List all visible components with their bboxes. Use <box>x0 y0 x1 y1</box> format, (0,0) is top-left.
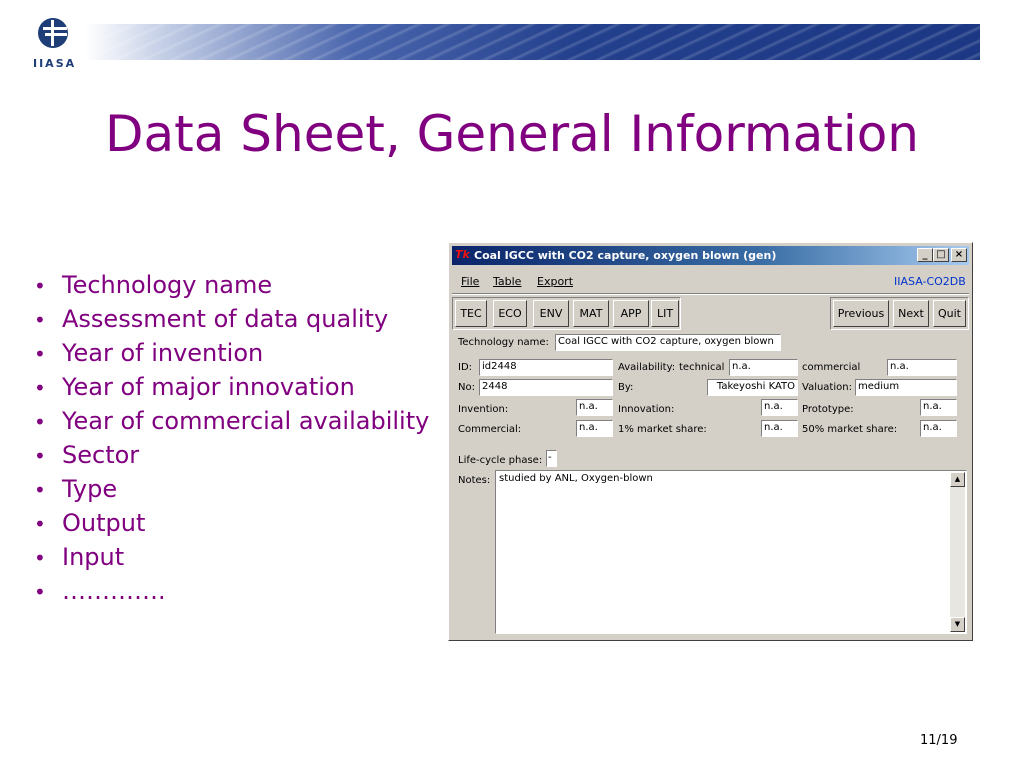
tab-lit[interactable]: LIT <box>651 300 679 327</box>
notes-text: studied by ANL, Oxygen-blown <box>499 473 653 484</box>
bullet-item: • Technology name <box>34 271 273 299</box>
commercial-year-field[interactable]: n.a. <box>576 420 613 437</box>
bullet-item: • Year of major innovation <box>34 373 355 401</box>
by-field[interactable]: Takeyoshi KATO <box>707 379 798 396</box>
bullet-list <box>30 268 429 608</box>
commercial-label: commercial <box>802 362 861 373</box>
scroll-up-icon[interactable]: ▲ <box>950 472 965 487</box>
bullet-item: • Assessment of data quality <box>34 305 389 333</box>
notes-scrollbar[interactable] <box>950 472 965 632</box>
lifecycle-field[interactable]: - <box>546 450 557 467</box>
divider <box>452 293 969 295</box>
next-button[interactable]: Next <box>893 300 929 327</box>
invention-label: Invention: <box>458 404 509 415</box>
tab-app[interactable]: APP <box>613 300 649 327</box>
innovation-label: Innovation: <box>618 404 675 415</box>
window-titlebar[interactable] <box>452 246 969 265</box>
market-share-50-field[interactable]: n.a. <box>920 420 957 437</box>
page-number: 11/19 <box>920 733 958 748</box>
menu-file[interactable]: File <box>461 275 480 288</box>
commercial-year-label: Commercial: <box>458 424 522 435</box>
availability-label: Availability: <box>618 362 676 373</box>
bullet-item: • Year of commercial availability <box>34 407 430 435</box>
tech-name-label: Technology name: <box>458 337 549 348</box>
tk-app-icon: Tk <box>455 248 470 261</box>
close-button[interactable]: × <box>951 248 967 262</box>
bullet-item: • Input <box>34 543 125 571</box>
maximize-button[interactable]: □ <box>933 248 949 262</box>
valuation-label: Valuation: <box>802 382 852 393</box>
tech-name-field[interactable]: Coal IGCC with CO2 capture, oxygen blown <box>555 334 781 351</box>
header-banner <box>85 24 980 60</box>
window-title: Coal IGCC with CO2 capture, oxygen blown (gen) <box>474 249 777 262</box>
invention-field[interactable]: n.a. <box>576 399 613 416</box>
prototype-field[interactable]: n.a. <box>920 399 957 416</box>
menu-table[interactable]: Table <box>493 275 522 288</box>
innovation-field[interactable]: n.a. <box>761 399 798 416</box>
logo-caption: IIASA <box>33 57 77 70</box>
technical-availability-field[interactable]: n.a. <box>729 359 798 376</box>
tab-mat[interactable]: MAT <box>573 300 609 327</box>
market-share-1-label: 1% market share: <box>618 424 707 435</box>
valuation-field[interactable]: medium <box>855 379 957 396</box>
market-share-50-label: 50% market share: <box>802 424 898 435</box>
commercial-availability-field[interactable]: n.a. <box>887 359 957 376</box>
notes-textarea[interactable] <box>495 470 967 634</box>
bullet-item: • Sector <box>34 441 140 469</box>
tab-tec[interactable]: TEC <box>455 300 487 327</box>
quit-button[interactable]: Quit <box>933 300 966 327</box>
id-label: ID: <box>458 362 473 373</box>
bullet-item: • …………. <box>34 577 166 605</box>
slide-title: Data Sheet, General Information <box>105 105 919 163</box>
market-share-1-field[interactable]: n.a. <box>761 420 798 437</box>
database-name: IIASA-CO2DB <box>894 275 966 288</box>
technical-label: technical <box>679 362 725 373</box>
tab-eco[interactable]: ECO <box>493 300 527 327</box>
by-label: By: <box>618 382 634 393</box>
bullet-item: • Year of invention <box>34 339 264 367</box>
id-field[interactable]: id2448 <box>479 359 613 376</box>
no-field[interactable]: 2448 <box>479 379 613 396</box>
bullet-item: • Output <box>34 509 146 537</box>
notes-label: Notes: <box>458 475 491 486</box>
lifecycle-label: Life-cycle phase: <box>458 455 543 466</box>
iiasa-logo <box>33 16 77 76</box>
no-label: No: <box>458 382 475 393</box>
tab-env[interactable]: ENV <box>533 300 569 327</box>
menu-export[interactable]: Export <box>537 275 574 288</box>
previous-button[interactable]: Previous <box>833 300 889 327</box>
prototype-label: Prototype: <box>802 404 854 415</box>
bullet-item: • Type <box>34 475 118 503</box>
data-sheet-window <box>448 242 973 641</box>
globe-icon <box>36 16 70 50</box>
scroll-down-icon[interactable]: ▼ <box>950 617 965 632</box>
minimize-button[interactable]: _ <box>917 248 933 262</box>
